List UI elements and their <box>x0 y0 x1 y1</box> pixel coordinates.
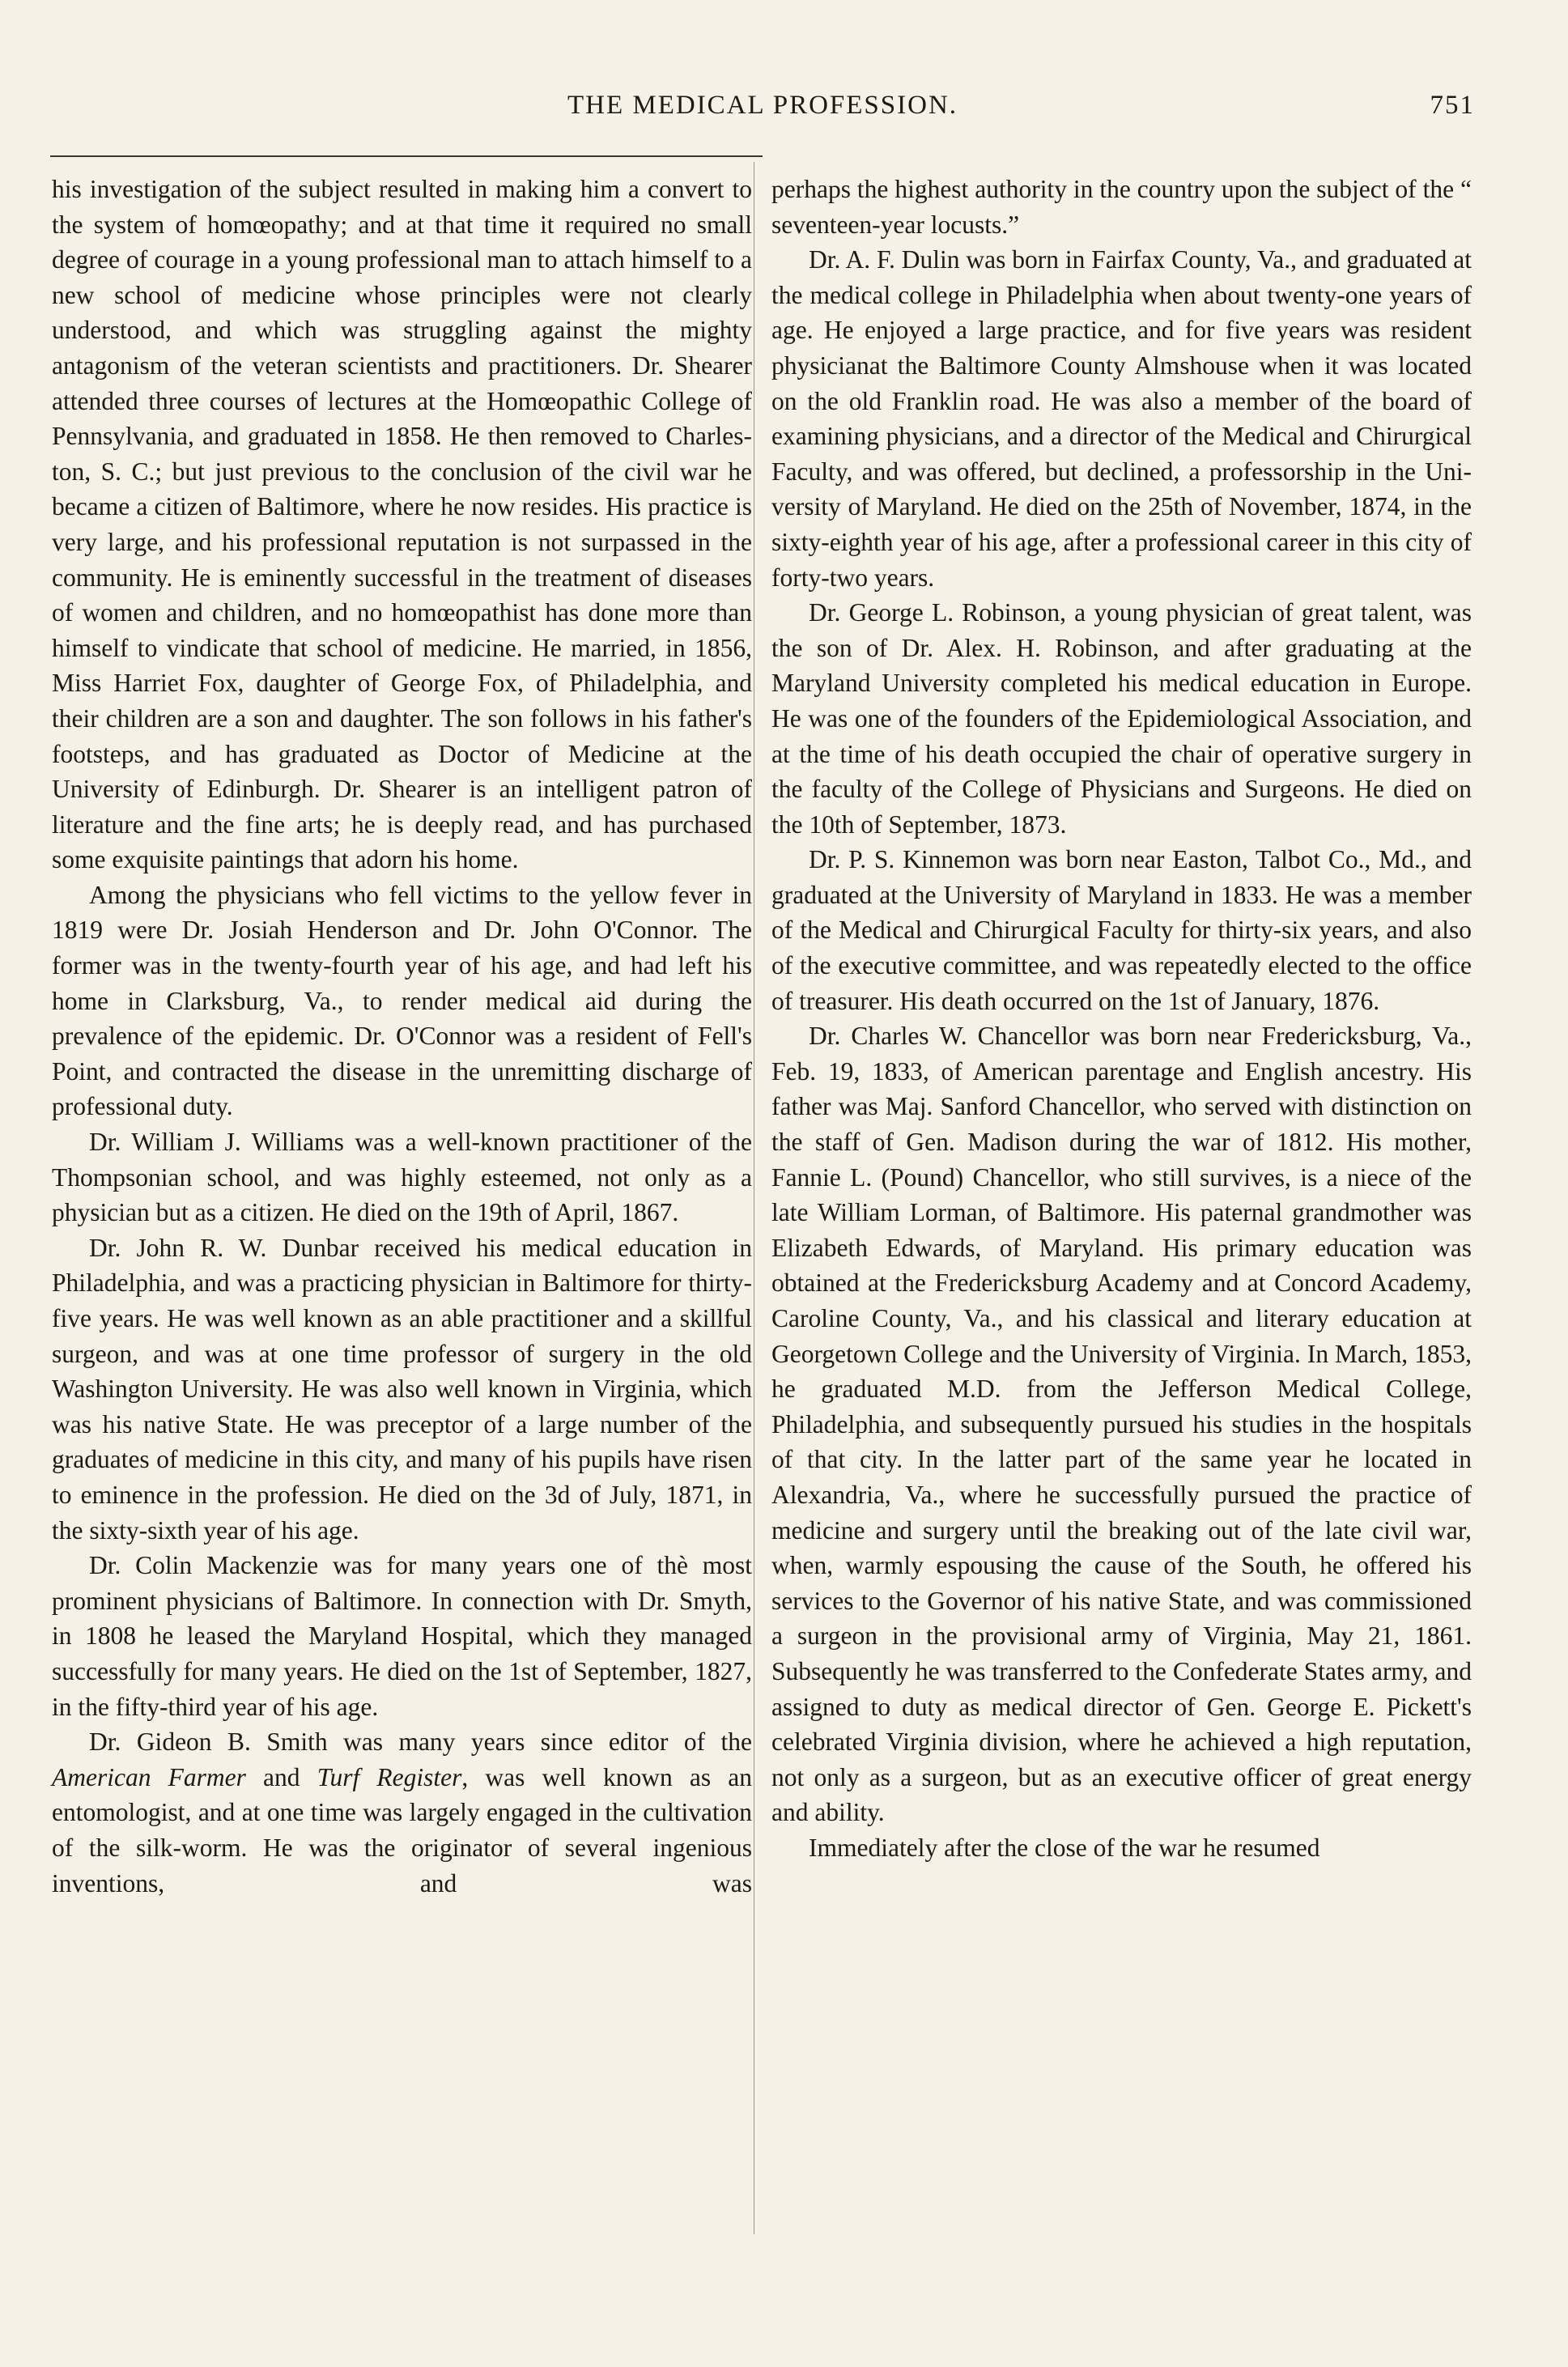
right-column <box>771 172 1472 1866</box>
left-column <box>52 172 752 1901</box>
paragraph-dulin: Dr. A. F. Dulin was born in Fairfax County, Va., and graduated at the medical college in Philadelphia when about twenty-one years of age. He enjoyed a large practice, and for five years was resident physicianat the Baltimore County Almshouse when it was located on the old Franklin road. He was also a member of the board of examining physicians, and a director of the Medical and Chirurgical Faculty, and was offered, but declined, a professorship in the University of Maryland. He died on the 25th of November, 1874, in the sixty-eighth year of his age, after a professional career in this city of forty-two years. <box>771 245 1472 592</box>
paragraph-chancellor: Dr. Charles W. Chancellor was born near Fredericksburg, Va., Feb. 19, 1833, of American parentage and English ancestry. His father was Maj. Sanford Chancellor, who served with distinction on the staff of Gen. Madison during the war of 1812. His mother, Fannie L. (Pound) Chancellor, who still survives, is a niece of the late William Lorman, of Baltimore. His paternal grandmother was Elizabeth Edwards, of Maryland. His primary education was obtained at the Fredericksburg Academy and at Concord Academy, Caroline County, Va., and his classical and literary education at Georgetown College and the University of Virginia. In March, 1853, he graduated M.D. from the Jefferson Medical College, Philadelphia, and subsequently pursued his studies in the hospitals of that city. In the latter part of the same year he located in Alexandria, Va., where he successfully pursued the practice of medicine and surgery until the breaking out of the late civil war, when, warmly espousing the cause of the South, he offered his services to the Governor of his native State, and was commissioned a surgeon in the provisional army of Virginia, May 21, 1861. Subsequently he was transferred to the Confederate States army, and assigned to duty as medical director of Gen. George E. Pickett's celebrated Virginia division, where he achieved a high reputation, not only as a surgeon, but as an executive officer of great energy and ability. <box>771 1022 1472 1827</box>
smith-text-start: Dr. Gideon B. Smith was many years since editor of the <box>89 1727 752 1757</box>
paragraph-williams: Dr. William J. Williams was a well-known practitioner of the Thompsonian school, and was highly esteemed, not only as a physician but as a citizen. He died on the 19th of April, 1867. <box>52 1128 752 1227</box>
paragraph-dunbar: Dr. John R. W. Dunbar received his medical education in Philadelphia, and was a practicing physician in Baltimore for thirty-five years. He was well known as an able practitioner and a skillful surgeon, and was at one time professor of surgery in the old Washington University. He was also well known in Virginia, which was his native State. He was preceptor of a large number of the graduates of medicine in this city, and many of his pupils have risen to eminence in the profession. He died on the 3d of July, 1871, in the sixty-sixth year of his age. <box>52 1233 752 1545</box>
smith-text-end: , was well known as an entomologist, and at one time was largely engaged in the cultivation of the silk-worm. He was the originator of several ingenious inventions, and was <box>52 1762 753 1897</box>
smith-periodical-american-farmer: American Farmer <box>52 1762 246 1791</box>
paragraph-chancellor-continued: Immediately after the close of the war he resumed <box>809 1833 1320 1862</box>
smith-text-and: and <box>245 1762 317 1791</box>
paragraph-robinson: Dr. George L. Robinson, a young physician of great talent, was the son of Dr. Alex. H. Robinson, and after graduating at the Maryland University completed his medical education in Europe. He was one of the founders of the Epidemiological Association, and at the time of his death occupied the chair of operative surgery in the faculty of the College of Physicians and Surgeons. He died on the 10th of September, 1873. <box>771 598 1472 839</box>
paragraph-yellow-fever: Among the physicians who fell victims to the yellow fever in 1819 were Dr. Josiah Henderson and Dr. John O'Connor. The former was in the twenty-fourth year of his age, and had left his home in Clarksburg, Va., to render medical aid during the prevalence of the epidemic. Dr. O'Connor was a resident of Fell's Point, and contracted the disease in the unremitting discharge of professional duty. <box>52 880 752 1121</box>
paragraph-mackenzie: Dr. Colin Mackenzie was for many years one of thè most prominent physicians of Baltimore. In connection with Dr. Smyth, in 1808 he leased the Maryland Hospital, which they managed successfully for many years. He died on the 1st of September, 1827, in the fifty-third year of his age. <box>52 1551 752 1721</box>
running-title: THE MEDICAL PROFESSION. <box>567 91 958 120</box>
paragraph-kinnemon: Dr. P. S. Kinnemon was born near Easton, Talbot Co., Md., and graduated at the University of Maryland in 1833. He was a member of the Medical and Chirurgical Faculty for thirty-six years, and also of the executive committee, and was repeatedly elected to the office of treasurer. His death occurred on the 1st of January, 1876. <box>771 845 1472 1015</box>
smith-periodical-turf-register: Turf Register <box>317 1762 462 1791</box>
page-number: 751 <box>1430 91 1475 120</box>
paragraph-smith <box>52 1724 752 1901</box>
paragraph-shearer-continued: his investigation of the subject resulted in making him a convert to the system of homœopathy; and at that time it required no small degree of courage in a young professional man to attach himself to a new school of medicine whose principles were not clearly understood, and which was struggling against the mighty antagonism of the veteran scientists and practitioners. Dr. Shearer attended three courses of lectures at the Homœopathic College of Pennsylvania, and graduated in 1858. He then removed to Charleston, S. C.; but just previous to the conclusion of the civil war he became a citizen of Baltimore, where he now resides. His practice is very large, and his professional reputation is not surpassed in the community. He is eminently successful in the treatment of diseases of women and children, and no homœopathist has done more than himself to vindicate that school of medicine. He married, in 1856, Miss Harriet Fox, daughter of George Fox, of Philadelphia, and their children are a son and daughter. The son follows in his father's footsteps, and has graduated as Doctor of Medicine at the University of Edinburgh. Dr. Shearer is an intelligent patron of literature and the fine arts; he is deeply read, and has purchased some exquisite paintings that adorn his home. <box>52 175 752 874</box>
paragraph-smith-continued: perhaps the highest authority in the country upon the subject of the “ seventeen-year locusts.” <box>771 175 1472 239</box>
header-rule <box>50 155 763 157</box>
page-header <box>50 91 1475 130</box>
